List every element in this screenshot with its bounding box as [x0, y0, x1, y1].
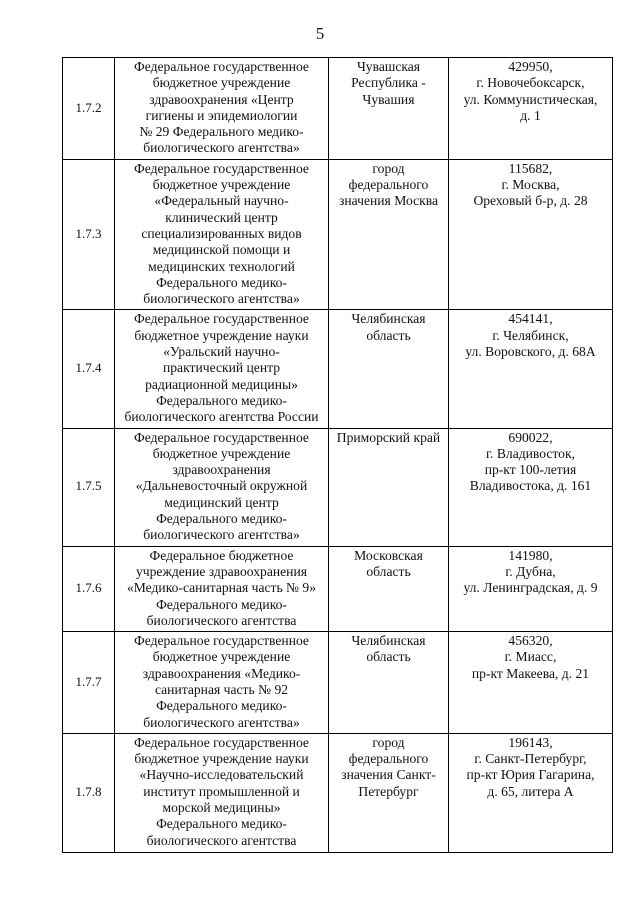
address-line: ул. Ленинградская, д. 9: [463, 580, 598, 596]
organization-name-cell: [115, 733, 329, 852]
row-number: 1.7.5: [63, 428, 115, 546]
address-line: г. Санкт-Петербург,: [474, 751, 587, 767]
organization-name-line: здравоохранения «Центр: [149, 91, 294, 107]
row-number: 1.7.7: [63, 632, 115, 734]
address-line: ул. Воровского, д. 68А: [465, 344, 596, 360]
organization-name-cell: [115, 632, 329, 734]
row-number: 1.7.3: [63, 159, 115, 310]
region-line: город: [372, 160, 405, 176]
organization-name-line: биологического агентства»: [143, 527, 300, 543]
organization-name-line: радиационной медицины»: [145, 376, 298, 392]
region-line: Петербург: [358, 783, 419, 799]
organization-name-line: Федерального медико-: [156, 274, 287, 290]
address-line: г. Владивосток,: [486, 445, 575, 461]
organization-name-line: «Дальневосточный окружной: [135, 478, 308, 494]
address-line: д. 1: [520, 107, 541, 123]
row-number: 1.7.2: [63, 58, 115, 160]
row-number: 1.7.8: [63, 733, 115, 852]
address-line: г. Челябинск,: [492, 327, 569, 343]
organization-name-line: № 29 Федерального медико-: [139, 124, 304, 140]
table-row: [63, 733, 613, 852]
organization-name-cell: [115, 546, 329, 631]
region-cell: [329, 632, 449, 734]
organization-name-line: институт промышленной и: [143, 783, 300, 799]
organization-name-cell: [115, 428, 329, 546]
address-line: г. Москва,: [501, 177, 560, 193]
table-row: [63, 546, 613, 631]
organization-name-line: биологического агентства России: [124, 409, 319, 425]
region-line: Республика -: [351, 75, 426, 91]
address-line: 454141,: [508, 311, 553, 327]
organization-name-cell: [115, 58, 329, 160]
organization-name-line: биологического агентства»: [143, 140, 300, 156]
organization-name-line: бюджетное учреждение: [152, 445, 291, 461]
organization-name-line: учреждение здравоохранения: [136, 563, 307, 579]
organization-name-line: Федерального медико-: [156, 511, 287, 527]
organization-name-line: «Медико-санитарная часть № 9»: [126, 580, 317, 596]
organization-name-line: бюджетное учреждение науки: [134, 751, 309, 767]
table-row: [63, 310, 613, 428]
organization-name-line: Федерального медико-: [156, 392, 287, 408]
address-line: пр-кт Юрия Гагарина,: [466, 767, 595, 783]
page-number: 5: [315, 24, 325, 43]
organization-name-line: бюджетное учреждение: [152, 75, 291, 91]
address-cell: [449, 546, 613, 631]
region-line: Чувашская: [356, 59, 421, 74]
organization-name-line: гигиены и эпидемиологии: [145, 107, 298, 123]
address-line: 429950,: [508, 59, 553, 74]
address-cell: [449, 632, 613, 734]
organization-name-line: здравоохранения «Медико-: [142, 665, 301, 681]
organization-name-line: специализированных видов: [141, 225, 302, 241]
address-line: 456320,: [508, 633, 553, 649]
region-line: область: [366, 649, 411, 665]
organization-name-line: практический центр: [162, 360, 281, 376]
table-row: [63, 159, 613, 310]
organization-name-line: Федерального медико-: [156, 596, 287, 612]
organization-name-line: «Федеральный научно-: [154, 193, 289, 209]
organization-name-line: биологического агентства: [146, 832, 297, 848]
address-line: г. Миасс,: [504, 649, 557, 665]
table-row: [63, 632, 613, 734]
address-cell: [449, 428, 613, 546]
organization-name-line: Федеральное государственное: [134, 429, 309, 445]
organization-name-line: Федеральное бюджетное: [149, 547, 294, 563]
region-cell: [329, 58, 449, 160]
organization-name-cell: [115, 159, 329, 310]
organization-name-line: Федеральное государственное: [134, 160, 309, 176]
organization-name-line: «Уральский научно-: [163, 344, 280, 360]
region-line: город: [372, 734, 405, 750]
organization-name-line: биологического агентства»: [143, 714, 300, 730]
address-line: 141980,: [508, 547, 553, 563]
row-number: 1.7.4: [63, 310, 115, 428]
address-cell: [449, 58, 613, 160]
region-line: Челябинская: [351, 311, 426, 327]
region-cell: [329, 546, 449, 631]
organization-name-line: здравоохранения: [172, 462, 271, 478]
address-line: ул. Коммунистическая,: [463, 91, 598, 107]
address-line: Ореховый б-р, д. 28: [473, 193, 588, 209]
organization-name-line: медицинской помощи и: [152, 242, 291, 258]
region-cell: [329, 733, 449, 852]
region-line: область: [366, 327, 411, 343]
address-line: 115682,: [508, 160, 553, 176]
organization-name-line: Федерального медико-: [156, 698, 287, 714]
organization-name-line: бюджетное учреждение: [152, 177, 291, 193]
organization-name-line: медицинский центр: [164, 494, 279, 510]
organizations-table: [62, 57, 613, 853]
organization-name-line: клинический центр: [165, 209, 278, 225]
row-number: 1.7.6: [63, 546, 115, 631]
address-line: д. 65, литера А: [487, 783, 574, 799]
region-line: значения Санкт-: [341, 767, 436, 783]
table-row: [63, 58, 613, 160]
organization-name-line: Федеральное государственное: [134, 734, 309, 750]
region-line: область: [366, 563, 411, 579]
address-line: г. Новочебоксарск,: [476, 75, 585, 91]
address-line: 690022,: [508, 429, 553, 445]
address-cell: [449, 159, 613, 310]
region-line: Чувашия: [362, 91, 415, 107]
organization-name-line: морской медицины»: [162, 800, 281, 816]
region-line: Челябинская: [351, 633, 426, 649]
organization-name-line: Федеральное государственное: [134, 59, 309, 74]
address-line: г. Дубна,: [505, 563, 556, 579]
address-cell: [449, 310, 613, 428]
organization-name-line: санитарная часть № 92: [154, 681, 289, 697]
region-line: федерального: [348, 177, 429, 193]
organization-name-line: бюджетное учреждение науки: [134, 327, 309, 343]
address-line: 196143,: [508, 734, 553, 750]
organization-name-line: Федеральное государственное: [134, 633, 309, 649]
address-line: Владивостока, д. 161: [469, 478, 592, 494]
organization-name-line: «Научно-исследовательский: [139, 767, 304, 783]
organization-name-line: биологического агентства»: [143, 291, 300, 307]
organization-name-line: Федерального медико-: [156, 816, 287, 832]
organization-name-line: медицинских технологий: [148, 258, 295, 274]
address-line: пр-кт 100-летия: [484, 462, 577, 478]
address-line: пр-кт Макеева, д. 21: [471, 665, 590, 681]
region-cell: [329, 428, 449, 546]
table-body: [63, 58, 613, 853]
organization-name-cell: [115, 310, 329, 428]
organization-name-line: бюджетное учреждение: [152, 649, 291, 665]
region-cell: [329, 159, 449, 310]
address-cell: [449, 733, 613, 852]
organization-name-line: Федеральное государственное: [134, 311, 309, 327]
table-row: [63, 428, 613, 546]
region-line: Приморский край: [336, 429, 441, 445]
region-line: значения Москва: [339, 193, 438, 209]
region-line: Московская: [354, 547, 423, 563]
organization-name-line: биологического агентства: [146, 612, 297, 628]
region-line: федерального: [348, 751, 429, 767]
region-cell: [329, 310, 449, 428]
